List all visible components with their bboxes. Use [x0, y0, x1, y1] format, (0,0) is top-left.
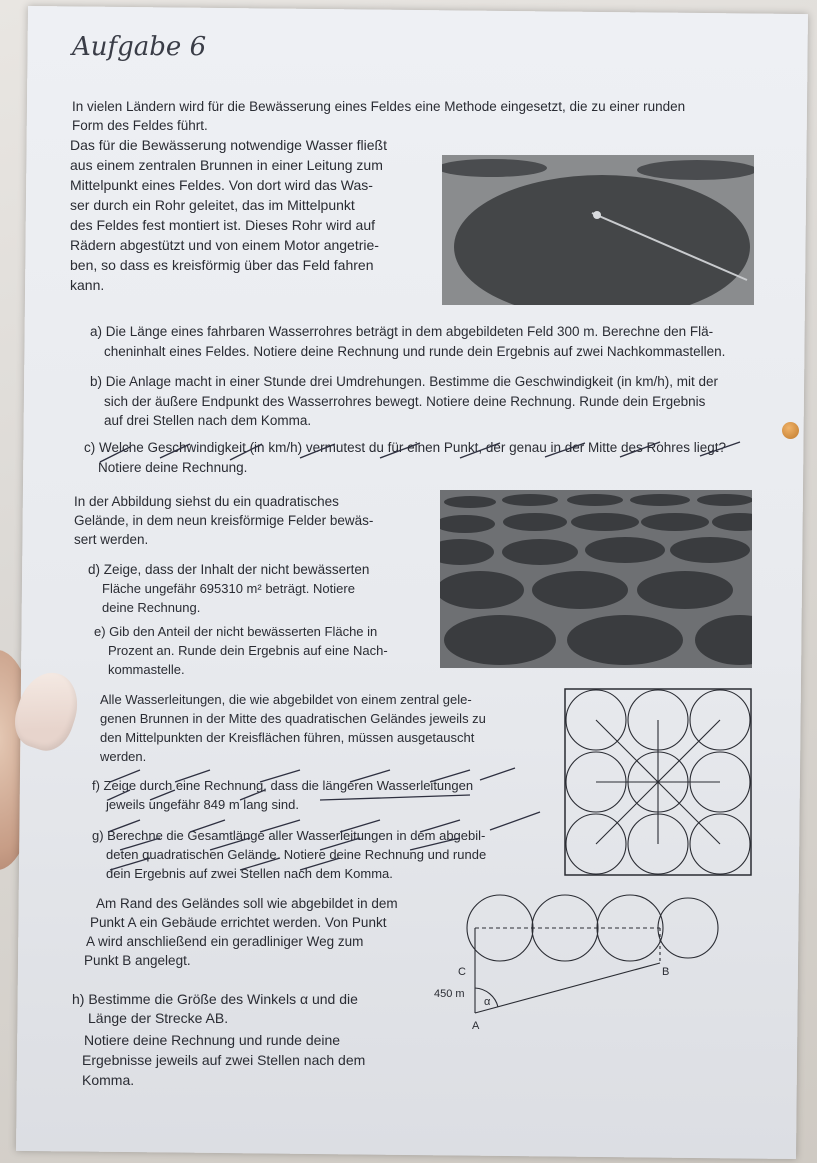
label-b: B: [662, 966, 670, 978]
task-b-line-3: auf drei Stellen nach dem Komma.: [104, 413, 312, 428]
section3-line-3: den Mittelpunkten der Kreisflächen führen, müssen ausgetauscht: [100, 730, 475, 745]
description-line-2: aus einem zentralen Brunnen in einer Leitung zum: [70, 157, 383, 173]
description-line-4: ser durch ein Rohr geleitet, das im Mittelpunkt: [70, 197, 355, 213]
task-c-line-1: c) Welche Geschwindigkeit (in km/h) vermutest du für einen Punkt, der genau in der Mitte des Rohres liegt?: [84, 440, 727, 455]
section4-line-3: A wird anschließend ein geradliniger Weg zum: [86, 934, 364, 949]
intro-line-1: In vielen Ländern wird für die Bewässerung eines Feldes eine Methode eingesetzt, die zu einer runden: [72, 99, 686, 114]
section2-line-1: In der Abbildung siehst du ein quadratisches: [74, 494, 339, 509]
section4-line-1: Am Rand des Geländes soll wie abgebildet in dem: [96, 896, 398, 911]
task-e-line-3: kommastelle.: [108, 662, 185, 677]
section2-line-2: Gelände, in dem neun kreisförmige Felder bewäs-: [74, 513, 374, 528]
task-h-line-4: Ergebnisse jeweils auf zwei Stellen nach dem: [82, 1052, 366, 1068]
intro-line-2: Form des Feldes führt.: [72, 118, 208, 133]
description-line-7: ben, so dass es kreisförmig über das Feld fahren: [70, 257, 374, 273]
task-d-line-1: d) Zeige, dass der Inhalt der nicht bewässerten: [88, 562, 370, 577]
task-d-line-2: Fläche ungefähr 695310 m² beträgt. Notiere: [102, 581, 355, 596]
label-c: C: [458, 966, 466, 978]
task-g-line-3: dein Ergebnis auf zwei Stellen nach dem Komma.: [106, 866, 393, 881]
description-line-3: Mittelpunkt eines Feldes. Von dort wird das Was-: [70, 177, 373, 193]
description-line-6: Rädern abgestützt und von einem Motor angetrie-: [70, 237, 379, 253]
label-a: A: [472, 1020, 480, 1032]
section2-line-3: sert werden.: [74, 532, 149, 547]
task-g-line-2: deten quadratischen Gelände. Notiere deine Rechnung und runde: [106, 847, 487, 862]
task-h-line-2: Länge der Strecke AB.: [88, 1010, 229, 1026]
handwritten-heading: Aufgabe 6: [72, 32, 207, 62]
task-g-line-1: g) Berechne die Gesamtlänge aller Wasserleitungen in dem abgebil-: [92, 828, 486, 843]
task-a-line-2: cheninhalt eines Feldes. Notiere deine Rechnung und runde dein Ergebnis auf zwei Nachkommastellen.: [104, 344, 726, 359]
path-a-b-diagram: [430, 893, 720, 1043]
description-line-8: kann.: [70, 277, 105, 293]
task-a-line-1: a) Die Länge eines fahrbaren Wasserrohres beträgt in dem abgebildeten Feld 300 m. Berechne den Flä-: [90, 324, 714, 339]
task-d-line-3: deine Rechnung.: [102, 600, 201, 615]
task-h-line-3: Notiere deine Rechnung und runde deine: [84, 1032, 341, 1048]
description-line-1: Das für die Bewässerung notwendige Wasser fließt: [70, 137, 387, 153]
task-b-line-1: b) Die Anlage macht in einer Stunde drei Umdrehungen. Bestimme die Geschwindigkeit (in km/h), mit der: [90, 374, 719, 389]
task-h-line-1: h) Bestimme die Größe des Winkels α und die: [72, 991, 358, 1007]
task-e-line-2: Prozent an. Runde dein Ergebnis auf eine Nach-: [108, 643, 388, 658]
task-f-line-2: jeweils ungefähr 849 m lang sind.: [106, 797, 299, 812]
section3-line-4: werden.: [100, 749, 147, 764]
task-e-line-1: e) Gib den Anteil der nicht bewässerten Fläche in: [94, 624, 378, 639]
label-alpha: α: [484, 996, 491, 1008]
task-c-line-2: Notiere deine Rechnung.: [98, 460, 248, 475]
section4-line-2: Punkt A ein Gebäude errichtet werden. Von Punkt: [90, 915, 387, 930]
description-line-5: des Feldes fest montiert ist. Dieses Rohr wird auf: [70, 217, 376, 233]
section3-line-1: Alle Wasserleitungen, die wie abgebildet von einem zentral gele-: [100, 692, 472, 707]
task-b-line-2: sich der äußere Endpunkt des Wasserrohres bewegt. Notiere deine Rechnung. Runde dein Ergebnis: [104, 394, 706, 409]
task-h-line-5: Komma.: [82, 1072, 135, 1088]
section3-line-2: genen Brunnen in der Mitte des quadratischen Geländes jeweils zu: [100, 711, 486, 726]
task-f-line-1: f) Zeige durch eine Rechnung, dass die längeren Wasserleitungen: [92, 778, 474, 793]
label-distance: 450 m: [434, 988, 465, 1000]
section4-line-4: Punkt B angelegt.: [84, 953, 191, 968]
